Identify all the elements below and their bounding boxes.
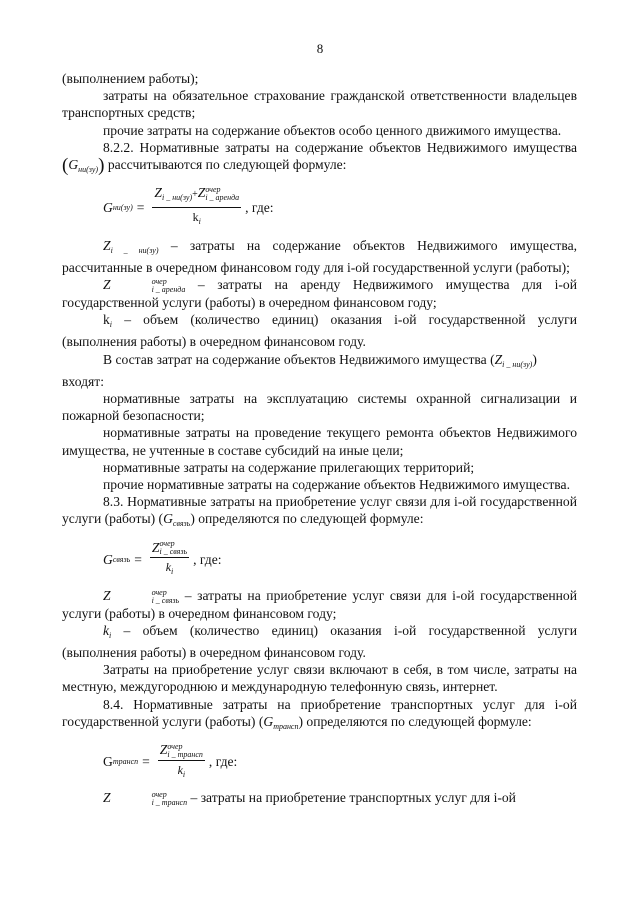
section-8-3: 8.3. Нормативные затраты на приобретение услуг связи для i-ой государственной услуги (работы) $(G_{связь})$ определяются по следующей формуле: <box>62 494 577 529</box>
fraction: Z очер i _ трансп $k_i$ <box>159 741 203 779</box>
page-number: 8 <box>316 41 324 56</box>
section-8-4: 8.4. Нормативные затраты на приобретение транспортных услуг для i-ой государственной услуги (работы) $(G_{трансп})$ определяются по следующей формуле: <box>62 696 577 731</box>
definition: $k_i$ – объем (количество единиц) оказания i-ой государственной услуги (выполнения работы) в очередном финансовом году. <box>62 312 577 350</box>
list-item: нормативные затраты на проведение текущего ремонта объектов Недвижимого имущества, не учтенные в составе субсидий на иные цели; <box>62 425 577 458</box>
paragraph-text: 8.2.2. Нормативные затраты на содержание объектов Недвижимого имущества <box>103 139 577 155</box>
paragraph: затраты на обязательное страхование гражданской ответственности владельцев транспортных средств; <box>62 88 577 121</box>
definition: Z очер i _ связь – затраты на приобретение услуг связи для i-ой государственной услуги (работы) в очередном финансовом году; <box>62 587 577 621</box>
definition: $Z_{i \_ ни(зу)}$ – затраты на содержание объектов Недвижимого имущества, рассчитанные в очередном финансовом году для i-ой государственной услуги (работы); <box>62 237 578 275</box>
paragraph: В состав затрат на содержание объектов Недвижимого имущества $(Z_{i \_ ни(зу)})$ <box>103 351 537 369</box>
list-item: прочие нормативные затраты на содержание объектов Недвижимого имущества. <box>103 476 570 492</box>
formula-1: G ни(зу) = $Z_{i \_ ни(зу)}+Z$ очер i _ аренда $k_i$ , где: <box>103 184 577 230</box>
symbol: G <box>68 157 79 173</box>
definition: $k_i$ – объем (количество единиц) оказания i-ой государственной услуги (выполнения работы) в очередном финансовом году. <box>62 622 577 660</box>
paragraph: Затраты на приобретение услуг связи включают в себя, в том числе, затраты на местную, междугороднюю и международную телефонную связь, интернет. <box>62 662 577 695</box>
paragraph: прочие затраты на содержание объектов особо ценного движимого имущества. <box>103 122 562 138</box>
paragraph: (выполнением работы); <box>62 71 199 86</box>
list-item: нормативные затраты на содержание прилегающих территорий; <box>103 459 475 475</box>
fraction: $Z_{i \_ ни(зу)}+Z$ очер i _ аренда $k_i$ <box>154 185 240 227</box>
document-body <box>62 70 577 807</box>
formula-2: G связь = Z очер i _ связь $k_i$ , где: <box>103 539 577 581</box>
definition: Z очер i _ аренда – затраты на аренду Недвижимого имущества для i-ой государственной услуги (работы) в очередном финансовом году; <box>62 276 577 310</box>
list-item: нормативные затраты на эксплуатацию системы охранной сигнализации и пожарной безопасности; <box>62 390 577 424</box>
definition: Z очер i _ трансп – затраты на приобретение транспортных услуг для i-ой <box>103 789 516 807</box>
formula-3: G трансп = Z очер i _ трансп $k_i$ , где: <box>103 741 577 783</box>
paragraph: входят: <box>62 373 104 389</box>
fraction: Z очер i _ связь $k_i$ <box>151 539 188 577</box>
section-8-2-2: 8.2.2. Нормативные затраты на содержание объектов Недвижимого имущества $(G_{ни(зу)})$ рассчитываются по следующей формуле: <box>62 139 577 177</box>
